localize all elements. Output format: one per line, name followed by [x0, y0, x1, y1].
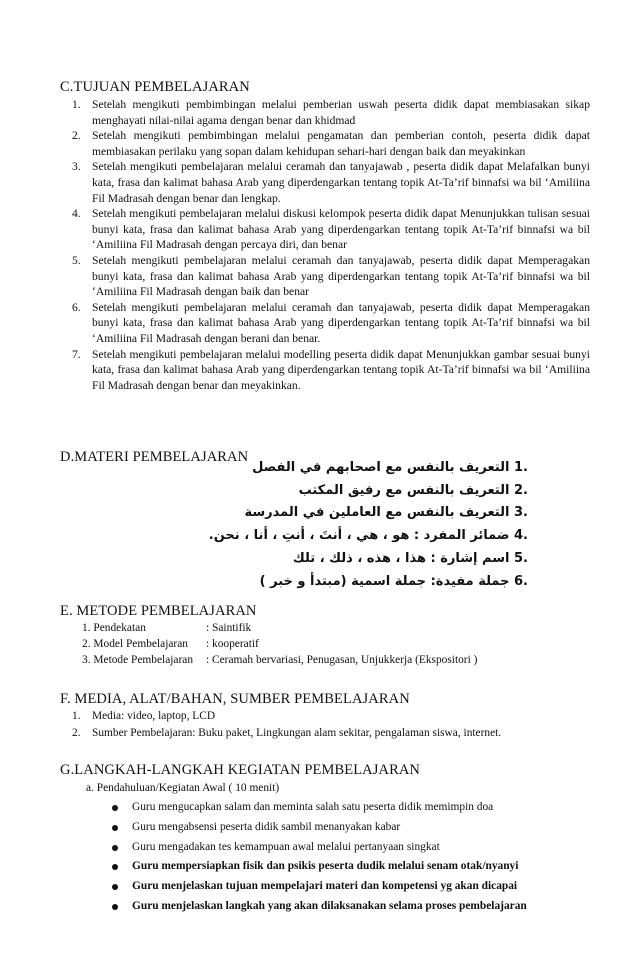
heading-metode: E. METODE PEMBELAJARAN	[60, 603, 257, 619]
bullet-icon	[112, 805, 118, 811]
heading-tujuan: C.TUJUAN PEMBELAJARAN	[60, 79, 250, 95]
metode-row: 1. Pendekatan : Saintifik	[82, 622, 252, 634]
bullet-item: Guru mengucapkan salam dan meminta salah satu peserta didik memimpin doa	[108, 798, 588, 818]
media-item: 1. Media: video, laptop, LCD	[72, 710, 216, 722]
langkah-subheading: a. Pendahuluan/Kegiatan Awal ( 10 menit)	[86, 782, 280, 794]
materi-item: .6 جملة مفيدة: جملة اسمية (مبتدأ و خبر )	[259, 573, 528, 589]
bullet-icon	[112, 884, 118, 890]
materi-item: .1 التعريف بالنفس مع اصحابهم في الفصل	[252, 460, 528, 475]
langkah-bullets	[108, 798, 588, 917]
media-list	[60, 708, 590, 742]
bullet-icon	[112, 904, 118, 910]
tujuan-item: 2. Setelah mengikuti pembimbingan melalui pengamatan dan pemberian contoh, peserta didik dapat membiasakan perilaku yang sopan dalam kehidupan sehari-hari dengan baik dan meyakinkan	[72, 129, 590, 158]
materi-item: .3 التعريف بالنفس مع العاملين في المدرسة	[244, 505, 528, 521]
tujuan-item: 7. Setelah mengikuti pembelajaran melalui modelling peserta didik dapat Menunjukkan gambar sesuai bunyi kata, frasa dan kalimat bahasa Arab yang diperdengarkan tentang topik At-Ta’rif binnafsi wa bil ‘Amiliina Fil Madrasah dengan benar dan meyakinkan.	[72, 347, 590, 392]
heading-materi: D.MATERI PEMBELAJARAN	[60, 449, 249, 465]
heading-langkah: G.LANGKAH-LANGKAH KEGIATAN PEMBELAJARAN	[60, 762, 420, 778]
bullet-icon	[112, 864, 118, 870]
tujuan-list	[60, 97, 590, 393]
materi-item: .5 اسم إشارة : هذا ، هذه ، ذلك ، تلك	[292, 550, 528, 566]
bullet-item: Guru menjelaskan langkah yang akan dilaksanakan selama proses pembelajaran	[108, 897, 588, 917]
bullet-item: Guru mempersiapkan fisik dan psikis peserta dudik melalui senam otak/nyanyi	[108, 857, 588, 877]
bullet-icon	[112, 825, 118, 831]
bullet-item: Guru menjelaskan tujuan mempelajari materi dan kompetensi yg akan dicapai	[108, 877, 588, 897]
materi-item: .4 ضمائر المفرد : هو ، هي ، أنتَ ، أنتِ ، أنا ، نحن.	[208, 528, 528, 544]
tujuan-item: 1. Setelah mengikuti pembimbingan melalui pemberian uswah peserta didik dapat membiasakan sikap menghayati nilai-nilai agama dengan benar dan khidmad	[72, 98, 590, 127]
metode-row: 2. Model Pembelajaran : kooperatif	[82, 638, 259, 650]
media-item: 2. Sumber Pembelajaran: Buku paket, Lingkungan alam sekitar, pengalaman siswa, internet.	[72, 727, 502, 739]
bullet-item: Guru mengadakan tes kemampuan awal melalui pertanyaan singkat	[108, 838, 588, 858]
tujuan-item: 6. Setelah mengikuti pembelajaran melalui ceramah dan tanyajawab, peserta didik dapat Memperagakan bunyi kata, frasa dan kalimat bahasa Arab yang diperdengarkan tentang topik At-Ta’rif binnafsi wa bil ‘Amiliina Fil Madrasah dengan berani dan benar.	[72, 300, 590, 345]
metode-row: 3. Metode Pembelajaran : Ceramah bervariasi, Penugasan, Unjukkerja (Ekspositori )	[82, 654, 478, 666]
heading-media: F. MEDIA, ALAT/BAHAN, SUMBER PEMBELAJARAN	[60, 691, 410, 707]
bullet-icon	[112, 845, 118, 851]
tujuan-item: 3. Setelah mengikuti pembelajaran melalui ceramah dan tanyajawab , peserta didik dapat Melafalkan bunyi kata, frasa dan kalimat bahasa Arab yang diperdengarkan tentang topik At-Ta’rif binnafsi wa bil ‘Amiliina Fil Madrasah dengan benar dan lengkap.	[72, 160, 590, 205]
tujuan-item: 5. Setelah mengikuti pembelajaran melalui ceramah dan tanyajawab, peserta didik dapat Memperagakan bunyi kata, frasa dan kalimat bahasa Arab yang diperdengarkan tentang topik At-Ta’rif binnafsi wa bil ‘Amiliina Fil Madrasah dengan baik dan benar	[72, 253, 590, 299]
materi-item: .2 التعريف بالنفس مع رفيق المكتب	[298, 482, 528, 498]
tujuan-item: 4. Setelah mengikuti pembelajaran melalui diskusi kelompok peserta didik dapat Menunjukkan tulisan sesuai bunyi kata, frasa dan kalimat bahasa Arab yang diperdengarkan tentang topik At-Ta’rif binnafsi wa bil ‘Amiliina Fil Madrasah dengan percaya diri, dan benar	[72, 207, 590, 252]
bullet-item: Guru mengabsensi peserta didik sambil menanyakan kabar	[108, 818, 588, 838]
materi-list	[168, 457, 528, 593]
metode-table	[82, 620, 477, 668]
